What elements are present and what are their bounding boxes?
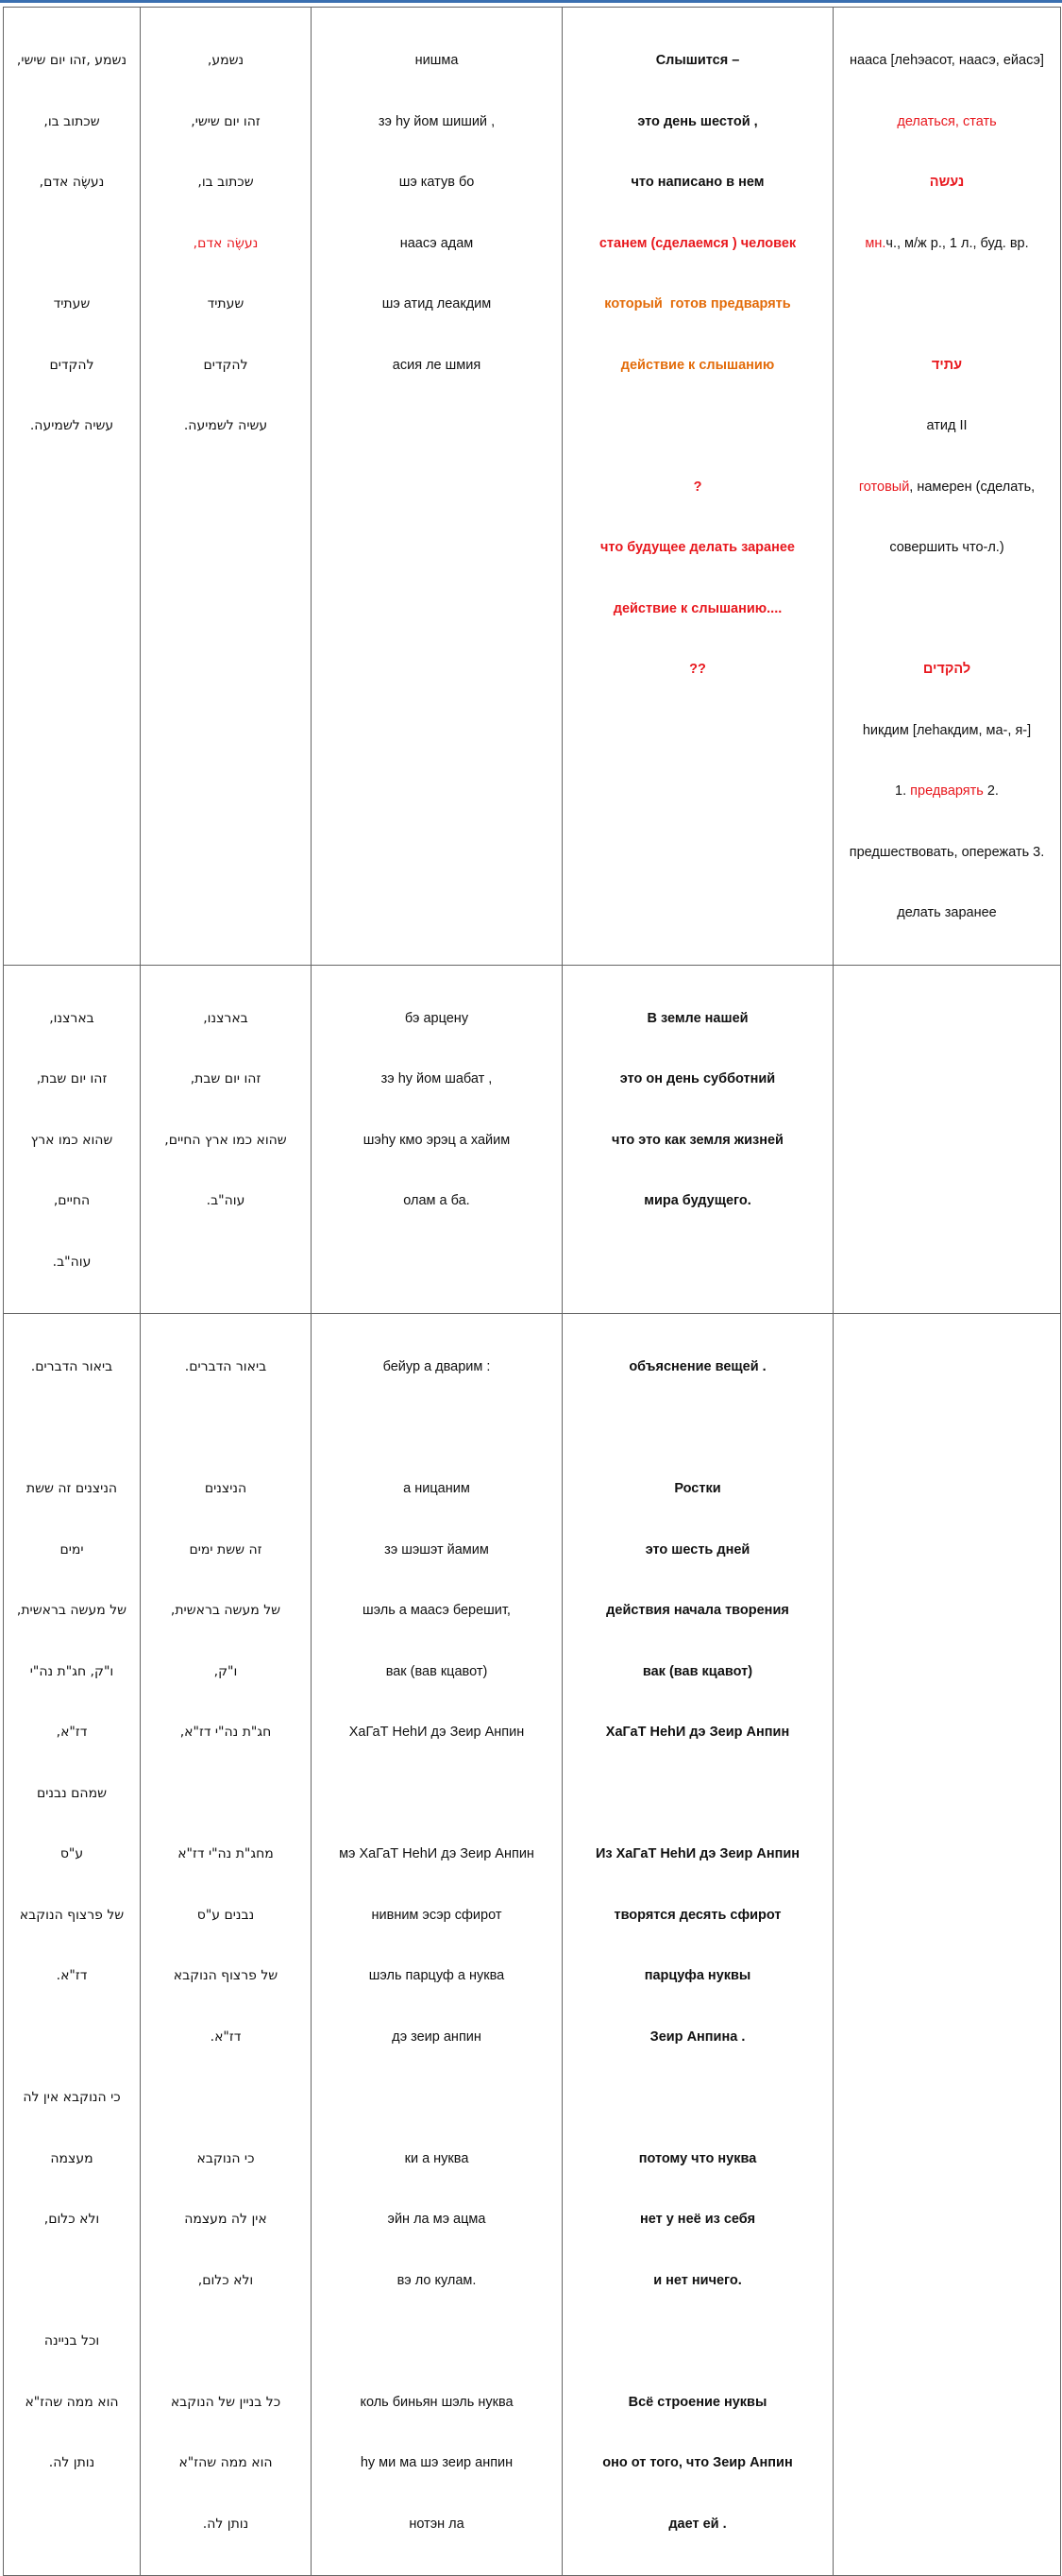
text-line: וכל בניינה	[43, 2333, 100, 2349]
text-line: חג"ת נה"י דז"א,	[179, 1725, 272, 1740]
text-line: Всё строение нуквы	[628, 2394, 767, 2410]
text-line: потому что нуква	[638, 2150, 757, 2166]
text-line: мира будущего.	[644, 1193, 751, 1208]
text-line: hу ми ма шэ зеир анпин	[360, 2455, 514, 2470]
text-line: шэль а маасэ берешит,	[362, 1603, 511, 1618]
text-line: עשיה לשמיעה.	[183, 418, 268, 433]
text-line	[6, 2028, 138, 2048]
dictionary-meaning: предшествовать, опережать 3.	[849, 844, 1045, 860]
text-line: Слышится –	[655, 53, 740, 68]
text-line: שהוא כמו ארץ החיים,	[164, 1132, 287, 1148]
text-line: нотэн ла	[409, 2516, 464, 2532]
question-mark: ?	[693, 479, 702, 495]
dictionary-headword: נעשה	[929, 175, 965, 190]
text-line: зэ hу йом шиший ,	[378, 113, 496, 129]
text-line	[6, 2271, 138, 2292]
text-line: כי הנוקבא	[196, 2150, 255, 2166]
text-line: עוה"ב.	[52, 1254, 92, 1270]
text-line: נעשֶׂה אדם,	[39, 175, 105, 190]
text-line: шэ катув бо	[398, 175, 475, 190]
meaning-num: 2.	[983, 783, 999, 799]
dictionary-cell-empty	[834, 965, 1061, 1314]
text-line	[143, 1784, 309, 1805]
dictionary-cell-empty	[834, 1314, 1061, 2576]
dictionary-meaning: совершить что-л.)	[889, 540, 1004, 555]
text-line: ימים	[59, 1541, 84, 1557]
top-border-line	[0, 0, 1062, 3]
text-line-highlight: действие к слышанию	[620, 357, 775, 373]
text-line	[565, 2332, 831, 2352]
table-row	[4, 8, 1061, 966]
translation-table	[3, 7, 1061, 2576]
text-line	[313, 1784, 560, 1805]
text-line: עוה"ב.	[206, 1193, 245, 1208]
text-line-highlight: что будущее делать заранее	[600, 540, 795, 555]
text-line	[565, 1419, 831, 1440]
text-line: נותן לה.	[48, 2455, 95, 2470]
text-line: это он день субботний	[619, 1071, 776, 1086]
text-line: דז"א.	[210, 2029, 242, 2045]
text-line: и нет ничего.	[653, 2272, 742, 2288]
meaning-num: 1.	[895, 783, 911, 799]
russian-translation-cell	[563, 965, 834, 1314]
text-line: בארצנו,	[49, 1010, 94, 1026]
text-line	[313, 2332, 560, 2352]
text-line: парцуфа нуквы	[644, 1968, 751, 1983]
text-line: эйн ла мэ ацма	[387, 2212, 486, 2227]
text-line: ביאור הדברים.	[184, 1359, 267, 1374]
text-line-highlight: действие к слышанию....	[613, 600, 783, 616]
text-line-highlight: נעשֶׂה אדם,	[193, 235, 259, 251]
text-line: ע"ס	[59, 1846, 84, 1861]
russian-translation-cell	[563, 8, 834, 966]
text-line	[565, 2088, 831, 2109]
hebrew-lines-cell	[141, 1314, 312, 2576]
text-line: ולא כלום,	[197, 2272, 254, 2288]
text-line: бейур а дварим :	[382, 1359, 491, 1374]
text-line	[565, 1784, 831, 1805]
text-line: ХаГаТ НеhИ дэ Зеир Анпин	[348, 1725, 525, 1740]
text-line: нет у неё из себя	[639, 2212, 756, 2227]
text-line: של מעשה בראשית,	[16, 1603, 127, 1618]
text-line: коль биньян шэль нуква	[360, 2394, 514, 2410]
text-line: זהו יום שישי,	[191, 113, 261, 129]
text-line: а ницаним	[403, 1481, 470, 1496]
text-line: שעתיד	[207, 296, 244, 311]
text-line: נשמע ,זהו יום שישי,	[16, 53, 127, 68]
dictionary-meaning: делать заранее	[897, 905, 997, 920]
hebrew-source-cell	[4, 8, 141, 966]
text-line: החיים,	[53, 1193, 91, 1208]
dictionary-headword: עתיד	[931, 357, 963, 373]
text-line: нишма	[414, 53, 459, 68]
text-line: שכתוב בו,	[43, 113, 100, 129]
text-line: שהוא כמו ארץ	[30, 1132, 113, 1148]
text-line: мэ ХаГаТ НеhИ дэ Зеир Анпин	[339, 1846, 534, 1861]
transliteration-cell	[312, 8, 563, 966]
text-line: נבנים ע"ס	[196, 1907, 255, 1923]
text-line: ו"ק,	[213, 1663, 238, 1679]
text-line: наасэ адам	[399, 235, 474, 251]
text-line: זהו יום שבת,	[36, 1071, 108, 1086]
text-line: של פרצוף הנוקבא	[19, 1907, 125, 1923]
text-line: Из ХаГаТ НеhИ дэ Зеир Анпин	[595, 1846, 801, 1861]
text-line: ХаГаТ НеhИ дэ Зеир Анпин	[605, 1725, 790, 1740]
text-line: это шесть дней	[645, 1541, 750, 1557]
text-line: оно от того, что Зеир Анпин	[602, 2455, 793, 2470]
text-line: ביאור הדברים.	[30, 1359, 113, 1374]
transliteration-cell	[312, 1314, 563, 2576]
grammar-rest: ч., м/ж р., 1 л., буд. вр.	[885, 235, 1029, 251]
meaning-highlight: готовый	[858, 479, 910, 495]
text-line: להקדים	[49, 357, 94, 373]
transliteration-cell	[312, 965, 563, 1314]
text-line	[143, 2088, 309, 2109]
text-line	[835, 295, 1058, 315]
text-line: של מעשה בראשית,	[170, 1603, 281, 1618]
dictionary-entry: атид II	[926, 418, 968, 433]
text-line: ולא כלום,	[43, 2212, 100, 2227]
dictionary-meaning	[835, 478, 1058, 498]
dictionary-grammar	[835, 234, 1058, 255]
text-line: шэhу кмо эрэц а хайим	[362, 1132, 511, 1148]
text-line: נשמע,	[207, 53, 244, 68]
text-line	[143, 2332, 309, 2352]
text-line: שכתוב בו,	[197, 175, 254, 190]
text-line: творятся десять сфирот	[614, 1907, 782, 1923]
dictionary-headword: להקדים	[922, 662, 971, 677]
text-line	[313, 1419, 560, 1440]
text-line: вэ ло кулам.	[396, 2272, 477, 2288]
text-line	[143, 1419, 309, 1440]
text-line: ו"ק, חג"ת נה"י	[29, 1663, 114, 1679]
text-line: של פרצוף הנוקבא	[173, 1968, 278, 1983]
text-line-highlight: станем (сделаемся ) человек	[598, 235, 797, 251]
text-line: это день шестой ,	[637, 113, 758, 129]
text-line: Ростки	[674, 1481, 721, 1496]
text-line	[313, 2088, 560, 2109]
text-line: מעצמה	[50, 2150, 93, 2166]
text-line: זהו יום שבת,	[190, 1071, 261, 1086]
text-line: что это как земля жизней	[612, 1132, 784, 1148]
text-line: зэ шэшэт йамим	[384, 1541, 489, 1557]
text-line: бэ арцену	[404, 1010, 469, 1026]
text-line: הוא ממה שהז"א	[25, 2394, 119, 2410]
table-row	[4, 1314, 1061, 2576]
text-line: дэ зеир анпин	[392, 2029, 481, 2045]
dictionary-cell	[834, 8, 1061, 966]
question-mark: ??	[689, 662, 706, 677]
text-line: зэ hу йом шабат ,	[380, 1071, 493, 1086]
text-line: шэ атид леакдим	[381, 296, 492, 311]
text-line: שמהם נבנים	[36, 1785, 108, 1801]
text-line-highlight: который готов предварять	[604, 296, 791, 311]
text-line: вак (вав кцавот)	[642, 1663, 753, 1679]
hebrew-lines-cell	[141, 965, 312, 1314]
text-line: הוא ממה שהז"א	[178, 2455, 273, 2470]
text-line: עשיה לשמיעה.	[29, 418, 114, 433]
table-row	[4, 965, 1061, 1314]
text-line	[835, 599, 1058, 620]
text-line: что написано в нем	[631, 175, 765, 190]
text-line: действия начала творения	[606, 1603, 789, 1618]
text-line: הניצנים זה ששת	[25, 1481, 118, 1496]
text-line: шэль парцуф а нуква	[368, 1968, 505, 1983]
dictionary-entry: нааса [леhэасот, наасэ, ейасэ]	[850, 53, 1044, 68]
text-line: вак (вав кцавот)	[385, 1663, 488, 1679]
dictionary-meaning	[835, 782, 1058, 802]
meaning-highlight: предварять	[910, 783, 984, 799]
hebrew-source-cell	[4, 1314, 141, 2576]
text-line: להקדים	[203, 357, 248, 373]
text-line: нивним эсэр сфирот	[371, 1907, 502, 1923]
text-line: כי הנוקבא אין לה	[23, 2090, 121, 2105]
text-line: זה ששת ימים	[189, 1541, 262, 1557]
text-line: שעתיד	[53, 296, 91, 311]
dictionary-entry: hикдим [леhакдим, ма-, я-]	[862, 722, 1032, 738]
hebrew-source-cell	[4, 965, 141, 1314]
text-line: כל בניין של הנוקבא	[170, 2394, 281, 2410]
text-line: объяснение вещей .	[629, 1359, 767, 1374]
text-line: Зеир Анпина .	[649, 2029, 746, 2045]
text-line: דז"א.	[56, 1968, 88, 1983]
text-line: дает ей .	[668, 2516, 727, 2532]
grammar-abbrev: мн.	[865, 235, 886, 251]
text-line	[565, 416, 831, 437]
text-line: אין לה מעצמה	[184, 2212, 267, 2227]
text-line: בארצנו,	[203, 1010, 248, 1026]
russian-translation-cell	[563, 1314, 834, 2576]
text-line: ки а нуква	[404, 2150, 469, 2166]
meaning-rest: , намерен (сделать,	[909, 479, 1036, 495]
dictionary-meaning: делаться, стать	[897, 113, 997, 129]
text-line: הניצנים	[204, 1481, 247, 1496]
text-line: מחג"ת נה"י דז"א	[177, 1846, 274, 1861]
text-line: асия ле шмия	[392, 357, 481, 373]
text-line: В земле нашей	[647, 1010, 749, 1026]
text-line	[6, 1419, 138, 1440]
hebrew-lines-cell	[141, 8, 312, 966]
text-line: נותן לה.	[202, 2516, 249, 2532]
text-line: דז"א,	[56, 1725, 88, 1740]
text-line: олам а ба.	[403, 1193, 470, 1208]
text-line	[6, 234, 138, 255]
